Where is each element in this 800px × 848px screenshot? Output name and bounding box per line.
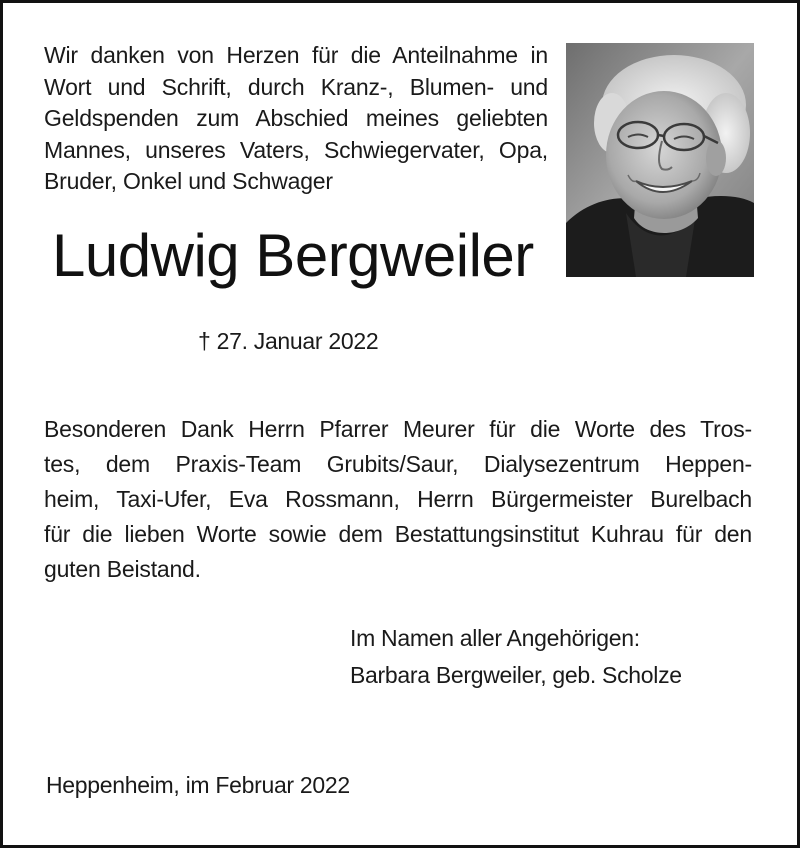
thanks-line: Besonderen Dank Herrn Pfarrer Meurer für die Worte des Tros-: [44, 416, 752, 442]
intro-line: Wir danken von Herzen für die Anteilnahme in: [44, 42, 548, 68]
intro-line: Bruder, Onkel und Schwager: [44, 168, 333, 194]
intro-paragraph: [44, 40, 548, 198]
signature-name: Barbara Bergweiler, geb. Scholze: [350, 662, 682, 688]
signature-intro: Im Namen aller Angehörigen:: [350, 625, 640, 651]
thanks-line: für die lieben Worte sowie dem Bestattungsinstitut Kuhrau für den: [44, 521, 752, 547]
thanks-line: heim, Taxi-Ufer, Eva Rossmann, Herrn Bürgermeister Burelbach: [44, 486, 752, 512]
deceased-name: Ludwig Bergweiler: [52, 222, 534, 289]
thanks-paragraph: [44, 412, 752, 587]
intro-line: Geldspenden zum Abschied meines geliebten: [44, 105, 548, 131]
thanks-line: tes, dem Praxis-Team Grubits/Saur, Dialysezentrum Heppen-: [44, 451, 752, 477]
place-date: Heppenheim, im Februar 2022: [46, 772, 350, 798]
intro-line: Wort und Schrift, durch Kranz-, Blumen- und: [44, 73, 548, 100]
portrait-photo: [566, 43, 754, 277]
signature-block: [350, 620, 682, 694]
portrait-image: [566, 43, 754, 277]
thanks-line: guten Beistand.: [44, 556, 201, 582]
intro-line: Mannes, unseres Vaters, Schwiegervater, Opa,: [44, 136, 548, 163]
death-date: † 27. Januar 2022: [198, 328, 379, 354]
